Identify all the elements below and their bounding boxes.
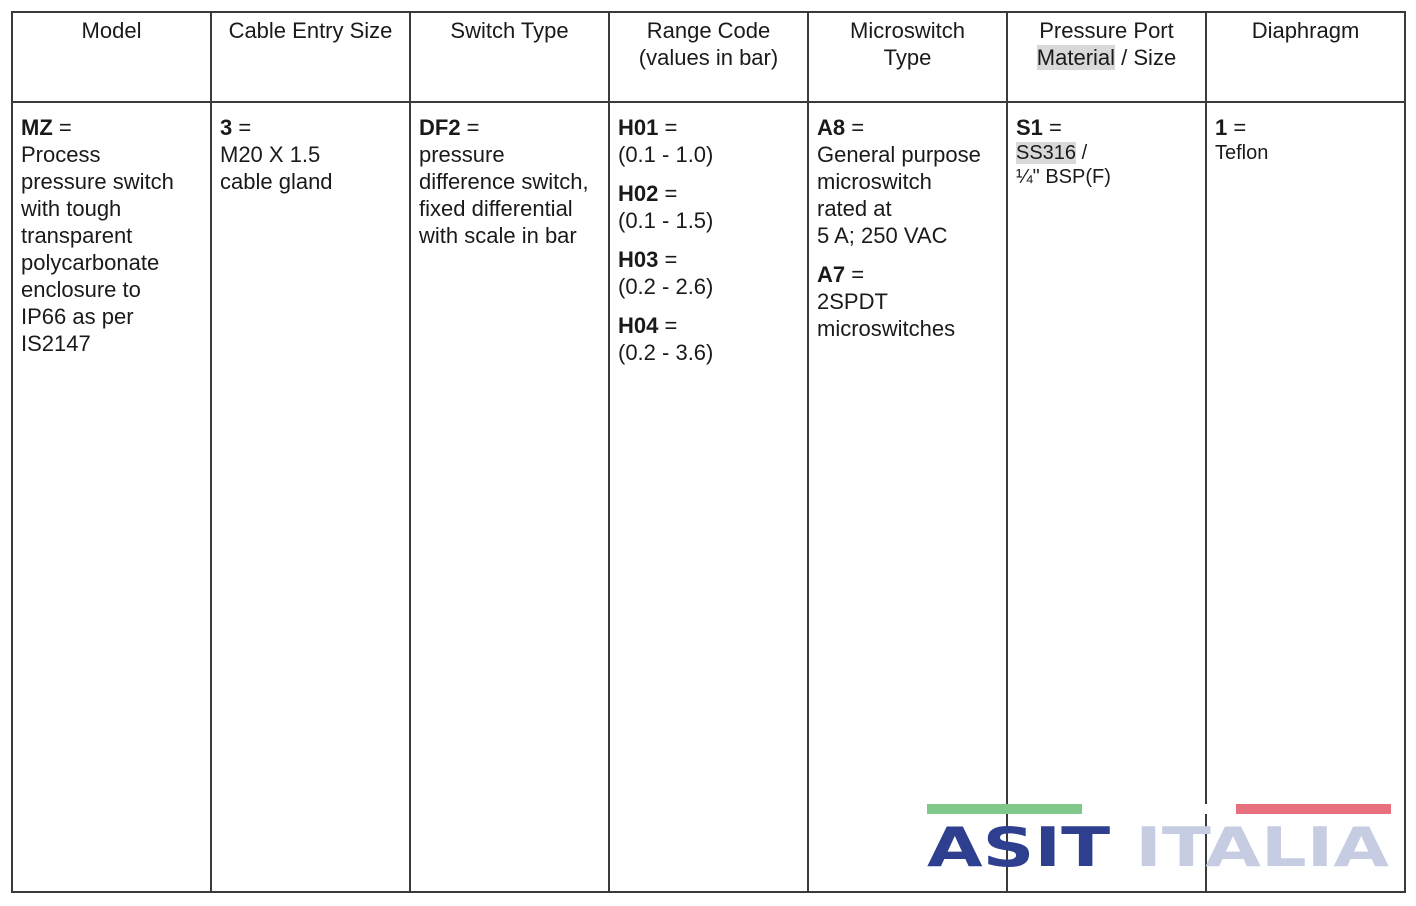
header-microswitch: Microswitch Type xyxy=(850,18,965,70)
header-switch-type: Switch Type xyxy=(450,18,569,43)
product-code-table xyxy=(11,11,1406,893)
svg-text:ASIT ITALIA: ASIT ITALIA xyxy=(927,818,1320,872)
cell-cable-entry: 3 = M20 X 1.5 cable gland xyxy=(220,114,405,195)
column-diaphragm xyxy=(1207,13,1404,891)
model-desc-line: enclosure to xyxy=(21,277,141,302)
column-range-code xyxy=(610,13,809,891)
flag-green xyxy=(927,804,1082,814)
header-range-code: Range Code (values in bar) xyxy=(638,18,779,70)
range-entry: H02 = (0.1 - 1.5) xyxy=(618,181,714,233)
header-material-highlight: Material xyxy=(1036,45,1116,70)
asit-italia-logo xyxy=(925,802,1393,872)
switch-type-code: DF2 xyxy=(419,115,461,140)
model-desc-line: Process xyxy=(21,142,101,167)
model-desc-line: pressure switch xyxy=(21,169,174,194)
switch-type-line: pressure xyxy=(419,142,505,167)
diaphragm-material: Teflon xyxy=(1215,142,1269,164)
column-cable-entry xyxy=(212,13,411,891)
model-desc-line: transparent xyxy=(21,223,133,248)
logo-wordmark xyxy=(925,818,1393,872)
cable-entry-code: 3 xyxy=(220,115,233,140)
header-pressure-port: Pressure Port Material / Size xyxy=(1036,18,1177,70)
model-desc-line: with tough xyxy=(21,196,122,221)
cable-entry-line: cable gland xyxy=(220,169,333,194)
model-desc-line: polycarbonate xyxy=(21,250,160,275)
model-desc-line: IS2147 xyxy=(21,331,91,356)
cell-range-code xyxy=(618,114,803,378)
switch-type-line: difference switch, xyxy=(419,169,589,194)
range-entry: H04 = (0.2 - 3.6) xyxy=(618,313,714,365)
flag-red xyxy=(1236,804,1391,814)
switch-type-line: with scale in bar xyxy=(419,223,577,248)
italian-flag-bar xyxy=(927,804,1391,814)
cell-diaphragm: 1 = Teflon xyxy=(1215,114,1400,165)
model-desc-line: IP66 as per xyxy=(21,304,134,329)
range-entry: H03 = (0.2 - 2.6) xyxy=(618,247,714,299)
microswitch-entry: A7 = 2SPDT microswitches xyxy=(817,262,956,341)
header-model: Model xyxy=(81,18,142,43)
cell-pressure-port: S1 = SS316 / ¼" BSP(F) xyxy=(1016,114,1201,189)
cell-microswitch xyxy=(817,114,1002,354)
cell-model: MZ = Process pressure switch with tough transparent polycarbonate enclosure to IP66 as per IS2147 xyxy=(21,114,206,357)
range-entry: H01 = (0.1 - 1.0) xyxy=(618,115,714,167)
cable-entry-line: M20 X 1.5 xyxy=(220,142,321,167)
header-cable-entry: Cable Entry Size xyxy=(228,18,393,43)
column-switch-type xyxy=(411,13,610,891)
header-diaphragm: Diaphragm xyxy=(1251,18,1360,43)
microswitch-entry: A8 = General purpose microswitch rated at 5 A; 250 VAC xyxy=(817,115,981,248)
model-code: MZ xyxy=(21,115,53,140)
port-size: ¼" BSP(F) xyxy=(1016,166,1111,188)
column-microswitch xyxy=(809,13,1008,891)
switch-type-line: fixed differential xyxy=(419,196,573,221)
column-pressure-port xyxy=(1008,13,1207,891)
flag-white xyxy=(1082,804,1237,814)
column-model xyxy=(13,13,212,891)
material-highlight: SS316 xyxy=(1016,142,1077,164)
cell-switch-type: DF2 = pressure difference switch, fixed differential with scale in bar xyxy=(419,114,604,249)
